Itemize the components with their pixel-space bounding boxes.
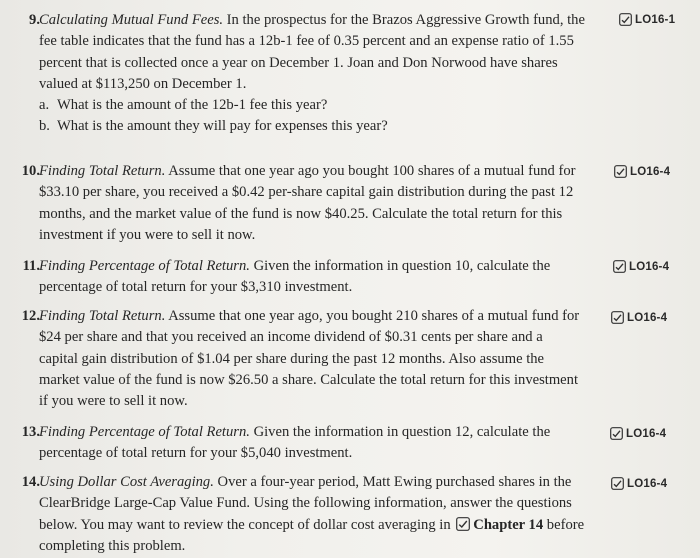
problem-line: investment if you were to sell it now.	[39, 226, 256, 243]
learning-objective-icon	[614, 165, 627, 178]
problem-number: 14.	[21, 474, 40, 490]
problem-line: below. You may want to review the concept of dollar cost averaging in Chapter 14 before	[39, 516, 585, 533]
problem-line: fee table indicates that the fund has a 12b-1 fee of 0.35 percent and an expense ratio of 1.55	[39, 33, 574, 50]
problem-title: Using Dollar Cost Averaging.	[39, 474, 214, 490]
problem-line: $24 per share and that you received an income dividend of $0.31 cents per share and a	[39, 329, 543, 346]
problem-line: months, and the market value of the fund is now $40.25. Calculate the total return for this	[39, 205, 563, 222]
problem-title: Finding Total Return.	[39, 308, 166, 324]
problem-title: Finding Percentage of Total Return.	[39, 424, 250, 440]
problem-line: Calculating Mutual Fund Fees. In the prospectus for the Brazos Aggressive Growth fund, the	[39, 12, 585, 28]
problem-13	[10, 422, 600, 465]
problem-line: Using Dollar Cost Averaging. Over a four-year period, Matt Ewing purchased shares in the	[39, 474, 572, 490]
problem-line: Finding Percentage of Total Return. Given the information in question 12, calculate the	[39, 424, 551, 440]
learning-objective-link[interactable]: LO16-4	[613, 260, 669, 273]
problem-line: completing this problem.	[39, 537, 186, 554]
chapter-link-icon	[456, 517, 470, 531]
problem-line: percent that is collected once a year on December 1. Joan and Don Norwood have shares	[39, 54, 558, 71]
learning-objective-icon	[619, 13, 632, 26]
learning-objective-icon	[611, 311, 624, 324]
problem-line: Finding Total Return. Assume that one year ago, you bought 210 shares of a mutual fund for	[39, 308, 580, 324]
problem-number: 13.	[21, 424, 40, 440]
problem-title: Calculating Mutual Fund Fees.	[39, 12, 224, 28]
learning-objective-link[interactable]: LO16-4	[611, 311, 667, 324]
problem-line: capital gain distribution of $1.04 per share during the past 12 months. Also assume the	[39, 350, 545, 367]
problem-line: $33.10 per share, you received a $0.42 per-share capital gain distribution during the past 12	[39, 184, 574, 201]
problem-number: 9.	[29, 12, 40, 28]
problem-10	[10, 161, 600, 246]
problem-14	[10, 472, 600, 557]
problem-part-b: b. What is the amount they will pay for expenses this year?	[39, 118, 388, 135]
chapter-link[interactable]: Chapter 14	[473, 516, 544, 533]
learning-objective-icon	[611, 477, 624, 490]
learning-objective-link[interactable]: LO16-4	[611, 477, 667, 490]
problem-title: Finding Percentage of Total Return.	[39, 258, 250, 274]
problem-line: percentage of total return for your $3,310 investment.	[39, 279, 353, 296]
problem-12	[10, 306, 600, 412]
problem-line: if you were to sell it now.	[39, 393, 188, 410]
learning-objective-link[interactable]: LO16-1	[619, 13, 675, 26]
problem-11	[10, 256, 600, 299]
learning-objective-link[interactable]: LO16-4	[610, 427, 666, 440]
problem-line: percentage of total return for your $5,040 investment.	[39, 445, 353, 462]
problem-number: 11.	[22, 258, 40, 274]
problem-line: ClearBridge Large-Cap Value Fund. Using the following information, answer the questions	[39, 495, 572, 512]
learning-objective-link[interactable]: LO16-4	[614, 165, 670, 178]
problem-line: valued at $113,250 on December 1.	[39, 75, 247, 92]
problem-part-a: a. What is the amount of the 12b-1 fee this year?	[39, 97, 328, 114]
problem-9	[10, 10, 600, 138]
problem-title: Finding Total Return.	[39, 163, 166, 179]
problem-line: market value of the fund is now $26.50 a share. Calculate the total return for this investment	[39, 371, 579, 388]
problem-number: 10.	[21, 163, 40, 179]
learning-objective-icon	[613, 260, 626, 273]
problem-number: 12.	[21, 308, 40, 324]
problem-line: Finding Percentage of Total Return. Given the information in question 10, calculate the	[39, 258, 551, 274]
learning-objective-icon	[610, 427, 623, 440]
problem-line: Finding Total Return. Assume that one year ago you bought 100 shares of a mutual fund for	[39, 163, 576, 179]
